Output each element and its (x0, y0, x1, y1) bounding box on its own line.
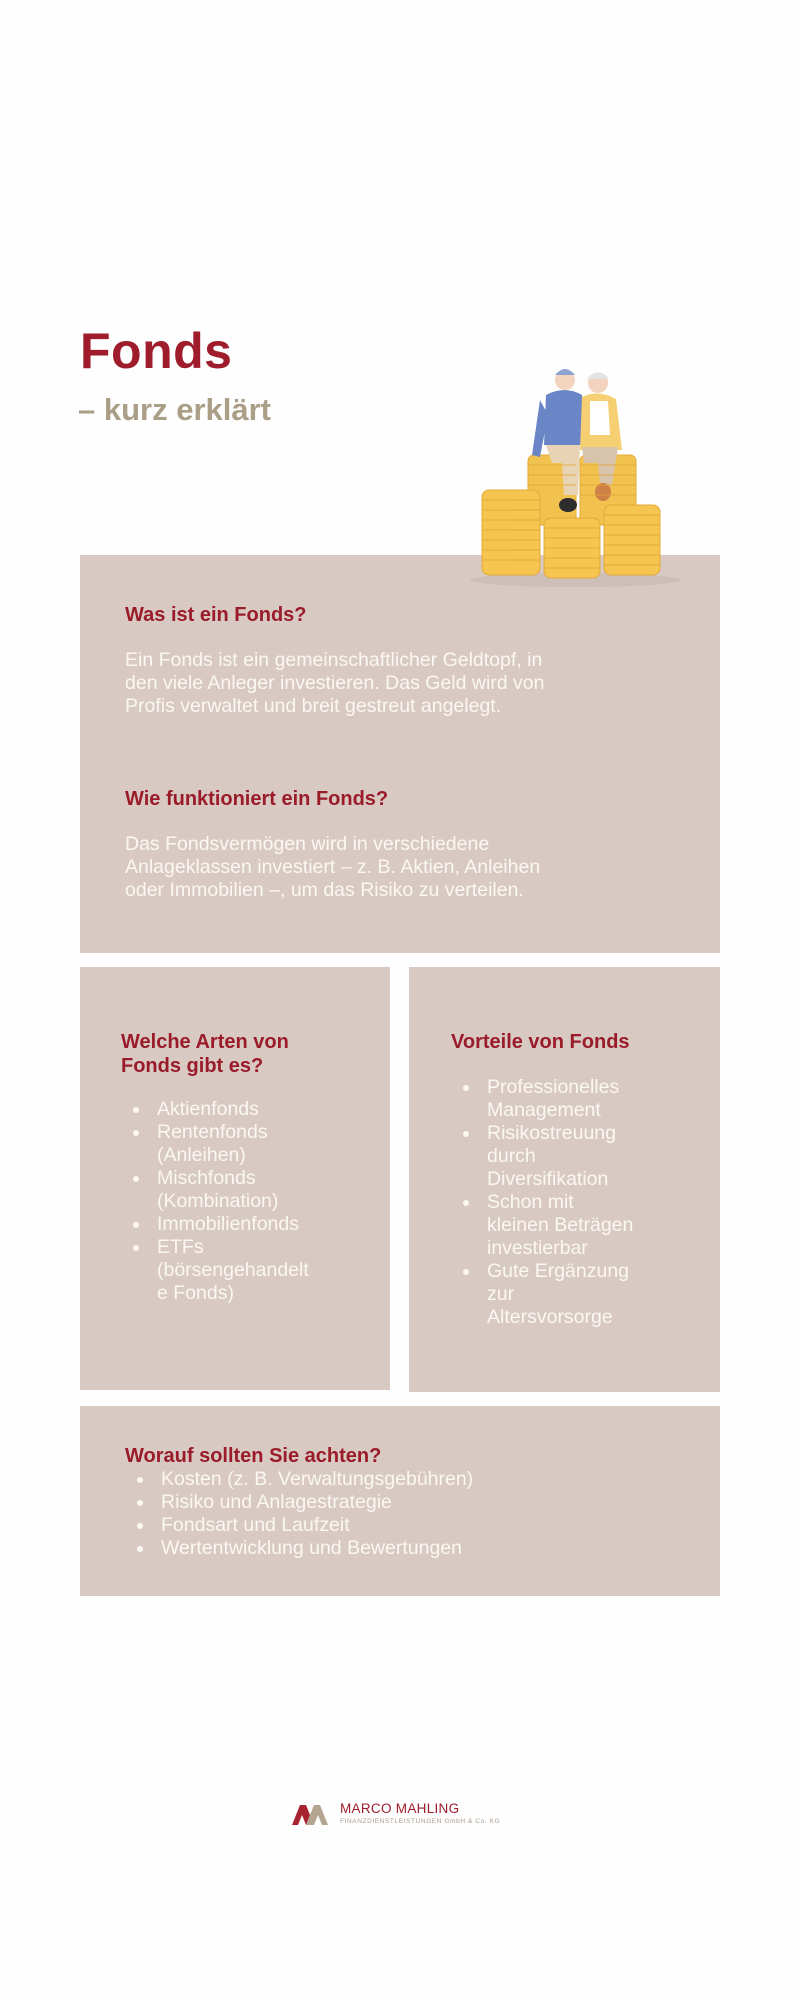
list-item-text: Professionelles (487, 1076, 620, 1098)
list-item-text: (Kombination) (157, 1190, 279, 1212)
heading-line: Fonds gibt es? (121, 1055, 264, 1077)
list-item-text: kleinen Beträgen (487, 1214, 634, 1236)
section-text-how (125, 833, 540, 902)
list-item-text: investierbar (487, 1237, 588, 1259)
list-item-text: Schon mit (487, 1191, 574, 1213)
text-line: den viele Anleger investieren. Das Geld wird von (125, 672, 545, 694)
section-heading-how: Wie funktioniert ein Fonds? (125, 788, 389, 810)
page-subtitle: – kurz erklärt (78, 392, 271, 427)
text-line: Ein Fonds ist ein gemeinschaftlicher Geldtopf, in (125, 649, 543, 671)
list-item-text: Immobilienfonds (157, 1213, 299, 1235)
list-item-text: Aktienfonds (157, 1098, 259, 1120)
list-item-text: e Fonds) (157, 1282, 234, 1304)
advantages-list (451, 1076, 633, 1329)
list-item: Wertentwicklung und Bewertungen (125, 1537, 473, 1560)
text-line: Anlageklassen investiert – z. B. Aktien, Anleihen (125, 856, 541, 878)
list-item: Fondsart und Laufzeit (125, 1514, 473, 1537)
list-item (121, 1213, 309, 1236)
company-subtitle: FINANZDIENSTLEISTUNGEN GmbH & Co. KG (340, 1818, 501, 1825)
text-line: Profis verwaltet und breit gestreut angelegt. (125, 695, 502, 717)
list-item: Risiko und Anlagestrategie (125, 1491, 473, 1514)
list-item-text: Mischfonds (157, 1167, 256, 1189)
list-item (451, 1191, 633, 1260)
section-heading-types (121, 1030, 289, 1078)
fund-types-list (121, 1098, 309, 1305)
list-item: Kosten (z. B. Verwaltungsgebühren) (125, 1468, 473, 1491)
list-item-text: zur (487, 1283, 515, 1305)
list-item (451, 1260, 633, 1329)
mm-logo-icon (292, 1803, 334, 1827)
list-item (121, 1098, 309, 1121)
text-line: Das Fondsvermögen wird in verschiedene (125, 833, 490, 855)
list-item (121, 1236, 309, 1305)
attention-list (125, 1468, 473, 1560)
section-text-what (125, 649, 544, 718)
list-item-text: Risikostreuung (487, 1122, 616, 1144)
list-item-text: Altersvorsorge (487, 1306, 613, 1328)
text-line: oder Immobilien –, um das Risiko zu verteilen. (125, 879, 524, 901)
list-item-text: Rentenfonds (157, 1121, 268, 1143)
company-name: MARCO MAHLING (340, 1801, 460, 1816)
section-heading-attention: Worauf sollten Sie achten? (125, 1445, 382, 1467)
section-heading-advantages: Vorteile von Fonds (451, 1031, 630, 1053)
list-item-text: Gute Ergänzung (487, 1260, 630, 1282)
list-item-text: ETFs (157, 1236, 204, 1258)
senior-couple-on-coin-stacks-illustration (460, 355, 690, 590)
list-item-text: (Anleihen) (157, 1144, 246, 1166)
list-item-text: Diversifikation (487, 1168, 609, 1190)
list-item-text: (börsengehandelt (157, 1259, 309, 1281)
page-title: Fonds (80, 323, 233, 379)
list-item-text: durch (487, 1145, 536, 1167)
list-item (121, 1167, 309, 1213)
company-logo (292, 1800, 512, 1830)
list-item (451, 1122, 633, 1191)
heading-line: Welche Arten von (121, 1031, 289, 1053)
list-item (451, 1076, 633, 1122)
list-item-text: Management (487, 1099, 601, 1121)
list-item (121, 1121, 309, 1167)
section-heading-what: Was ist ein Fonds? (125, 604, 307, 626)
